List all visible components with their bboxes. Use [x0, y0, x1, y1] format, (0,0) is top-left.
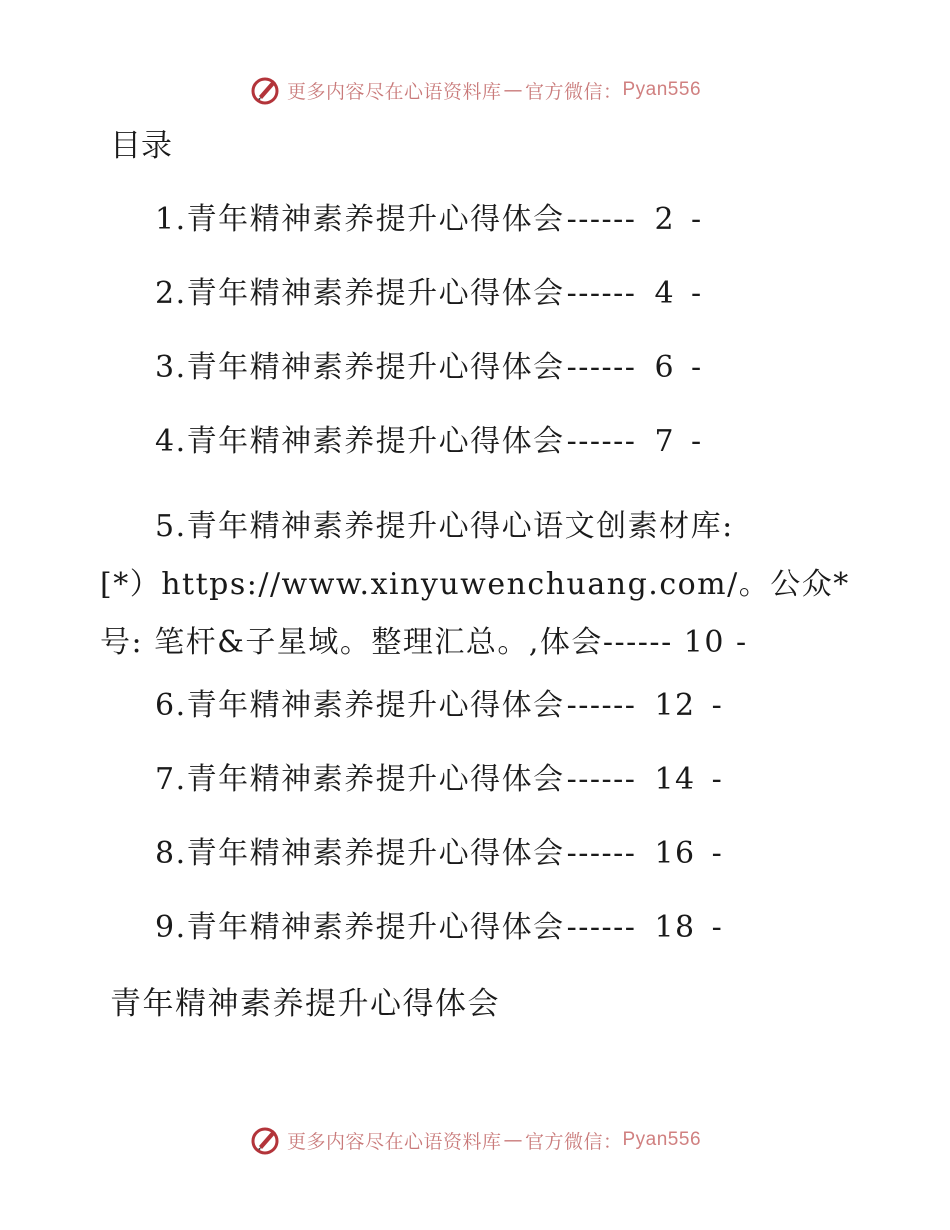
- toc-entry-text: 青年精神素养提升心得体会: [186, 836, 565, 871]
- toc-entry[interactable]: [155, 684, 723, 728]
- toc-entry-page: 7: [654, 424, 676, 459]
- toc-entry-text: 青年精神素养提升心得体会: [186, 910, 565, 945]
- toc-entry-long[interactable]: [100, 498, 860, 672]
- banner-label: 官方微信：: [524, 1130, 623, 1153]
- banner-handle: Pyan556: [622, 1129, 702, 1150]
- banner-handle: Pyan556: [622, 79, 702, 100]
- banner-label: 官方微信：: [524, 80, 623, 103]
- toc-entry-number: 9.: [155, 910, 187, 945]
- toc-entry-number: 8.: [155, 836, 187, 871]
- toc-entry-leader: ------: [566, 762, 637, 797]
- toc-entry-number: 1.: [155, 202, 187, 237]
- toc-entry[interactable]: [155, 832, 723, 876]
- toc-entry-number: 3.: [155, 350, 187, 385]
- toc-entry-page: 12: [654, 688, 696, 723]
- toc-entry-trail: -: [691, 276, 703, 311]
- toc-entry-leader: ------: [566, 276, 637, 311]
- toc-entry-trail: -: [691, 424, 703, 459]
- toc-entry[interactable]: [155, 420, 703, 464]
- toc-long-line-3: 号: 笔杆&子星域。整理汇总。,体会------ 10 -: [100, 625, 748, 660]
- toc-entry-leader: ------: [566, 688, 637, 723]
- toc-entry-trail: -: [711, 836, 724, 871]
- toc-entry-trail: -: [691, 350, 703, 385]
- toc-entry[interactable]: [155, 198, 703, 242]
- toc-entry-trail: -: [711, 762, 724, 797]
- toc-entry-trail: -: [711, 910, 724, 945]
- banner-separator: —: [503, 1129, 523, 1151]
- banner-separator: —: [503, 79, 523, 101]
- toc-entry-page: 18: [654, 910, 696, 945]
- toc-entry-leader: ------: [566, 910, 637, 945]
- toc-entry[interactable]: [155, 272, 703, 316]
- header-watermark-banner: [0, 70, 950, 110]
- toc-entry-leader: ------: [566, 836, 637, 871]
- toc-title: 目录: [110, 128, 172, 164]
- toc-entry-page: 6: [654, 350, 676, 385]
- toc-entry-number: 4.: [155, 424, 187, 459]
- footer-watermark-banner: [0, 1120, 950, 1160]
- toc-entry-leader: ------: [566, 424, 637, 459]
- toc-entry-page: 2: [654, 202, 676, 237]
- toc-entry[interactable]: [155, 758, 723, 802]
- toc-long-line-1: 5.青年精神素养提升心得心语文创素材库:: [155, 509, 734, 544]
- toc-entry-text: 青年精神素养提升心得体会: [186, 202, 565, 237]
- toc-entry-trail: -: [711, 688, 724, 723]
- banner-brand-text: 更多内容尽在心语资料库: [286, 80, 502, 103]
- toc-entry-page: 4: [654, 276, 676, 311]
- toc-entry-leader: ------: [566, 350, 637, 385]
- toc-entry-text: 青年精神素养提升心得体会: [186, 688, 565, 723]
- toc-entry-number: 2.: [155, 276, 187, 311]
- toc-entry[interactable]: [155, 346, 703, 390]
- section-heading: 青年精神素养提升心得体会: [110, 986, 500, 1022]
- banner-brand-text: 更多内容尽在心语资料库: [286, 1130, 502, 1153]
- toc-entry[interactable]: [155, 906, 723, 950]
- toc-entry-trail: -: [691, 202, 703, 237]
- toc-entry-number: 7.: [155, 762, 187, 797]
- toc-entry-page: 14: [654, 762, 696, 797]
- toc-entry-leader: ------: [566, 202, 637, 237]
- quill-logo-icon: [249, 1124, 281, 1156]
- toc-entry-text: 青年精神素养提升心得体会: [186, 350, 565, 385]
- toc-long-line-2: [*）https://www.xinyuwenchuang.com/。公众*: [100, 567, 850, 602]
- toc-entry-page: 16: [654, 836, 696, 871]
- toc-entry-number: 6.: [155, 688, 187, 723]
- toc-entry-text: 青年精神素养提升心得体会: [186, 424, 565, 459]
- toc-entry-text: 青年精神素养提升心得体会: [186, 762, 565, 797]
- quill-logo-icon: [249, 74, 281, 106]
- toc-entry-text: 青年精神素养提升心得体会: [186, 276, 565, 311]
